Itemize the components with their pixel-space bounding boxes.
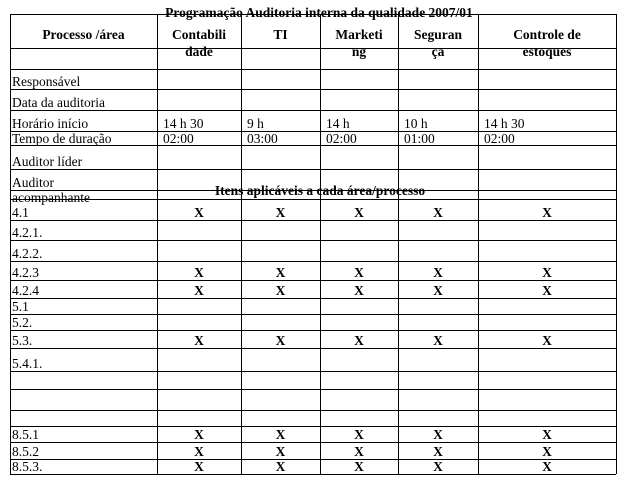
applicable-mark: X — [194, 428, 204, 442]
row-label: 5.4.1. — [12, 357, 43, 371]
applicable-mark: X — [433, 445, 443, 459]
row-separator — [10, 220, 616, 221]
column-separator — [616, 14, 617, 474]
applicable-mark: X — [354, 334, 364, 348]
row-label: Auditor — [12, 176, 54, 190]
row-label: 4.1 — [12, 206, 29, 220]
applicable-mark: X — [542, 266, 552, 280]
applicable-mark: X — [194, 334, 204, 348]
cell-value: 9 h — [247, 117, 264, 131]
column-separator — [10, 14, 11, 474]
applicable-mark: X — [433, 206, 443, 220]
row-separator — [10, 89, 616, 90]
applicable-mark: X — [194, 445, 204, 459]
row-label: 4.2.4 — [12, 284, 39, 298]
row-separator — [10, 442, 616, 443]
applicable-mark: X — [542, 334, 552, 348]
cell-value: 14 h — [326, 117, 350, 131]
header-contabilidade: Contabili — [171, 27, 226, 42]
row-separator — [10, 110, 616, 111]
row-label: Data da auditoria — [12, 96, 105, 110]
applicable-mark: X — [275, 428, 286, 442]
cell-value: 02:00 — [484, 132, 515, 146]
row-label: acompanhante — [12, 191, 90, 205]
applicable-mark: X — [275, 266, 286, 280]
row-separator — [10, 261, 616, 262]
row-separator — [10, 330, 616, 331]
cell-value: 02:00 — [163, 132, 194, 146]
applicable-mark: X — [542, 460, 552, 474]
row-label: Responsável — [12, 75, 81, 89]
applicable-mark: X — [194, 266, 204, 280]
cell-value: 14 h 30 — [484, 117, 525, 131]
applicable-mark: X — [542, 284, 552, 298]
column-separator — [320, 14, 321, 474]
cell-value: 02:00 — [326, 132, 357, 146]
row-separator — [10, 240, 616, 241]
row-label: 5.2. — [12, 316, 33, 330]
row-label: 4.2.1. — [12, 226, 43, 240]
row-separator — [10, 280, 616, 281]
row-separator — [10, 298, 616, 299]
header-processo: Processo /área — [42, 27, 125, 42]
column-separator — [478, 14, 479, 474]
applicable-mark: X — [433, 284, 443, 298]
applicable-mark: X — [275, 460, 286, 474]
applicable-mark: X — [354, 284, 364, 298]
row-label: 8.5.1 — [12, 428, 39, 442]
document-title: Programação Auditoria interna da qualidade 2007/01 — [165, 5, 473, 20]
applicable-mark: X — [354, 206, 364, 220]
row-label: 8.5.3. — [12, 460, 43, 474]
row-separator — [10, 348, 616, 349]
applicable-mark: X — [354, 266, 364, 280]
header-marketing: Marketi — [335, 27, 383, 42]
row-label: 5.3. — [12, 334, 33, 348]
cell-value: 03:00 — [247, 132, 278, 146]
row-separator — [10, 371, 616, 372]
column-separator — [157, 14, 158, 474]
row-separator — [10, 169, 616, 170]
row-label: 4.2.3 — [12, 266, 39, 280]
header-estoques: Controle de — [513, 27, 581, 42]
header-marketing: ng — [351, 44, 367, 59]
header-contabilidade: dade — [185, 44, 213, 59]
row-label: Auditor líder — [12, 155, 83, 169]
row-label: 4.2.2. — [12, 247, 43, 261]
header-ti: TI — [273, 27, 288, 42]
cell-value: 14 h 30 — [163, 117, 204, 131]
applicable-mark: X — [433, 460, 443, 474]
section-heading: Itens aplicáveis a cada área/processo — [214, 183, 426, 198]
applicable-mark: X — [542, 206, 552, 220]
row-separator — [10, 426, 616, 427]
row-label: Horário início — [12, 117, 89, 131]
cell-value: 01:00 — [404, 132, 435, 146]
row-separator — [10, 389, 616, 390]
header-seguranca: Seguran — [413, 27, 462, 42]
cell-value: 10 h — [404, 117, 428, 131]
applicable-mark: X — [433, 334, 443, 348]
applicable-mark: X — [354, 445, 364, 459]
header-seguranca: ça — [431, 44, 445, 59]
column-separator — [241, 14, 242, 474]
row-separator — [10, 410, 616, 411]
row-separator — [10, 474, 616, 475]
row-label: Tempo de duração — [12, 132, 112, 146]
applicable-mark: X — [275, 445, 286, 459]
row-separator — [10, 69, 616, 70]
applicable-mark: X — [433, 428, 443, 442]
applicable-mark: X — [194, 206, 204, 220]
row-label: 8.5.2 — [12, 445, 39, 459]
applicable-mark: X — [194, 284, 204, 298]
applicable-mark: X — [542, 428, 552, 442]
applicable-mark: X — [542, 445, 552, 459]
applicable-mark: X — [194, 460, 204, 474]
row-label: 5.1 — [12, 300, 29, 314]
applicable-mark: X — [354, 460, 364, 474]
applicable-mark: X — [433, 266, 443, 280]
applicable-mark: X — [275, 206, 286, 220]
row-separator — [10, 314, 616, 315]
column-separator — [398, 14, 399, 474]
header-estoques: estoques — [522, 44, 572, 59]
applicable-mark: X — [275, 334, 286, 348]
applicable-mark: X — [354, 428, 364, 442]
applicable-mark: X — [275, 284, 286, 298]
